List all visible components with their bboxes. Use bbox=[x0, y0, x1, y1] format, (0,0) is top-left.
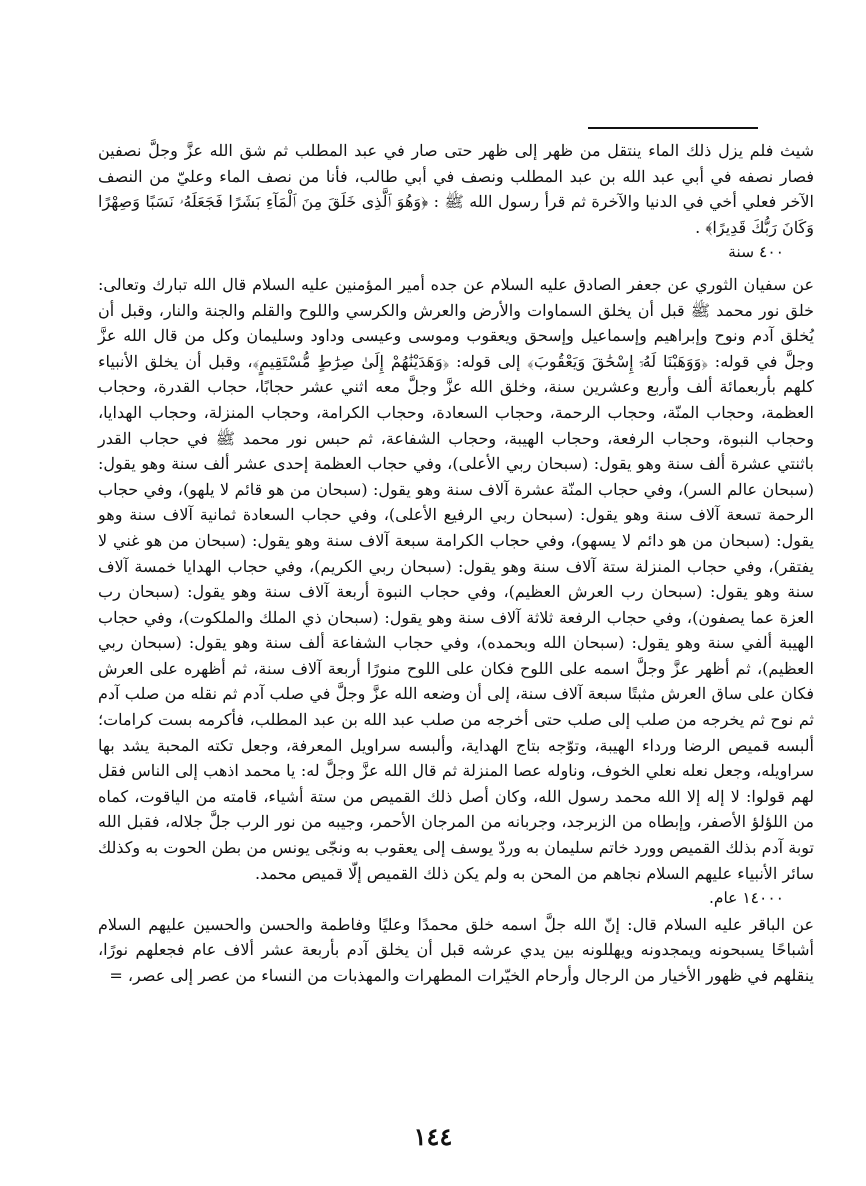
page-body bbox=[98, 138, 814, 989]
duration-label-14000: ١٤٠٠٠ عام. bbox=[708, 889, 784, 908]
paragraph-al-baqir: عن الباقر عليه السلام قال: إنّ الله جلَّ اسمه خلق محمدًا وعليًا وفاطمة والحسن والحسين عليهم السلام أشباحًا يسبحونه ويمجدونه ويهللونه بين يدي عرشه قبل أن يخلق آدم بأربعة عشر ألاف عام فجعلهم نورًا، ينقلهم في ظهور الأخيار من الرجال وأرحام الخيّرات المطهرات والمهذبات من النساء من عصر إلى عصر، = bbox=[98, 914, 814, 985]
paragraph-continuation: شيث فلم يزل ذلك الماء ينتقل من ظهر إلى ظهر حتى صار في عبد المطلب ثم شق الله عزَّ وجلَّ نصفين فصار نصفه في أبي عبد الله بن عبد المطلب ونصف في أبي طالب، فأنا من نصف الماء وعليّ من النصف الآخر فعلي أخي في الدنيا والآخرة ثم قرأ رسول الله ﷺ : ﴿وَهُوَ ٱلَّذِى خَلَقَ مِنَ ٱلْمَآءِ بَشَرًا فَجَعَلَهُۥ نَسَبًا وَصِهْرًا وَكَانَ رَبُّكَ قَدِيرًا﴾ . bbox=[98, 141, 815, 237]
footnote-separator-rule bbox=[588, 127, 758, 129]
page-number: ١٤٤ bbox=[413, 1122, 453, 1151]
paragraph-sufyan-thawri: عن سفيان الثوري عن جعفر الصادق عليه السلام عن جده أمير المؤمنين عليه السلام قال الله تبارك وتعالى: خلق نور محمد ﷺ قبل أن يخلق السماوات والأرض والعرش والكرسي واللوح والقلم والجنة والنار، وقبل أن يُخلق آدم ونوح وإبراهيم وإسماعيل وإسحق ويعقوب وموسى وعيسى وداود وسليمان وكل من قال الله عزَّ وجلَّ في قوله: ﴿وَوَهَبْنَا لَهُۥٓ إِسْحَٰقَ وَيَعْقُوبَ﴾ إلى قوله: ﴿وَهَدَيْنَٰهُمْ إِلَىٰ صِرَٰطٍ مُّسْتَقِيمٍ﴾، وقبل أن يخلق الأنبياء كلهم بأربعمائة ألف وأربع وعشرين سنة، وخلق الله عزَّ وجلَّ معه اثني عشر حجابًا، حجاب القدرة، وحجاب العظمة، وحجاب المنّة، وحجاب الرحمة، وحجاب السعادة، وحجاب الكرامة، وحجاب المنزلة، وحجاب الهدايا، وحجاب النبوة، وحجاب الرفعة، وحجاب الهيبة، وحجاب الشفاعة، ثم حبس نور محمد ﷺ في حجاب القدر باثنتي عشرة ألف سنة وهو يقول: (سبحان ربي الأعلى)، وفي حجاب العظمة إحدى عشر ألف سنة وهو يقول: (سبحان عالم السر)، وفي حجاب المنّة عشرة آلاف سنة وهو يقول: (سبحان من هو قائم لا يلهو)، وفي حجاب الرحمة تسعة آلاف سنة وهو يقول: (سبحان ربي الرفيع الأعلى)، وفي حجاب السعادة ثمانية آلاف سنة وهو يقول: (سبحان من هو دائم لا يسهو)، وفي حجاب الكرامة سبعة آلاف سنة وهو يقول: (سبحان من هو غني لا يفتقر)، وفي حجاب المنزلة ستة آلاف سنة وهو يقول: (سبحان ربي الكريم)، وفي حجاب الهدايا خمسة آلاف سنة وهو يقول: (سبحان رب العرش العظيم)، وفي حجاب النبوة أربعة آلاف سنة وهو يقول: (سبحان رب العزة عما يصفون)، وفي حجاب الرفعة ثلاثة آلاف سنة وهو يقول: (سبحان ذي الملك والملكوت)، وفي حجاب الهيبة ألفي سنة وهو يقول: (سبحان الله وبحمده)، وفي حجاب الشفاعة ألف سنة وهو يقول: (سبحان ربي العظيم)، ثم أظهر عزَّ وجلَّ اسمه على اللوح فكان على اللوح منورًا أربعة آلاف سنة، ثم أظهره على العرش فكان على ساق العرش مثبتًا سبعة آلاف سنة، إلى أن وضعه الله عزَّ وجلَّ في صلب آدم ثم نقله من صلب آدم ثم نوح ثم يخرجه من صلب إلى صلب حتى أخرجه من صلب عبد الله بن عبد المطلب، فأكرمه بست كرامات؛ ألبسه قميص الرضا ورداء الهيبة، وتوّجه بتاج الهداية، وألبسه سراويل المعرفة، وجعل تكته المحبة يشد بها سراويله، وجعل نعله نعلي الخوف، وناوله عصا المنزلة ثم قال الله عزَّ وجلَّ له: يا محمد اذهب إلى الناس فقل لهم قولوا: لا إله إلا الله محمد رسول الله، وكان أصل ذلك القميص من ستة أشياء، قامته من الياقوت، كماه من اللؤلؤ الأصفر، وإبطاه من الزبرجد، وجربانه من المرجان الأحمر، وجيبه من نور الرب جلَّ جلاله، فقبل الله توبة آدم بذلك القميص وورد خاتم سليمان به وردّ يوسف إلى يعقوب به ونجّى يونس من بطن الحوت به وكذلك سائر الأنبياء عليهم السلام نجاهم من المحن به ولم يكن ذلك القميص إلّا قميص محمد. bbox=[98, 274, 814, 883]
duration-label-400: ٤٠٠ سنة bbox=[728, 243, 784, 262]
